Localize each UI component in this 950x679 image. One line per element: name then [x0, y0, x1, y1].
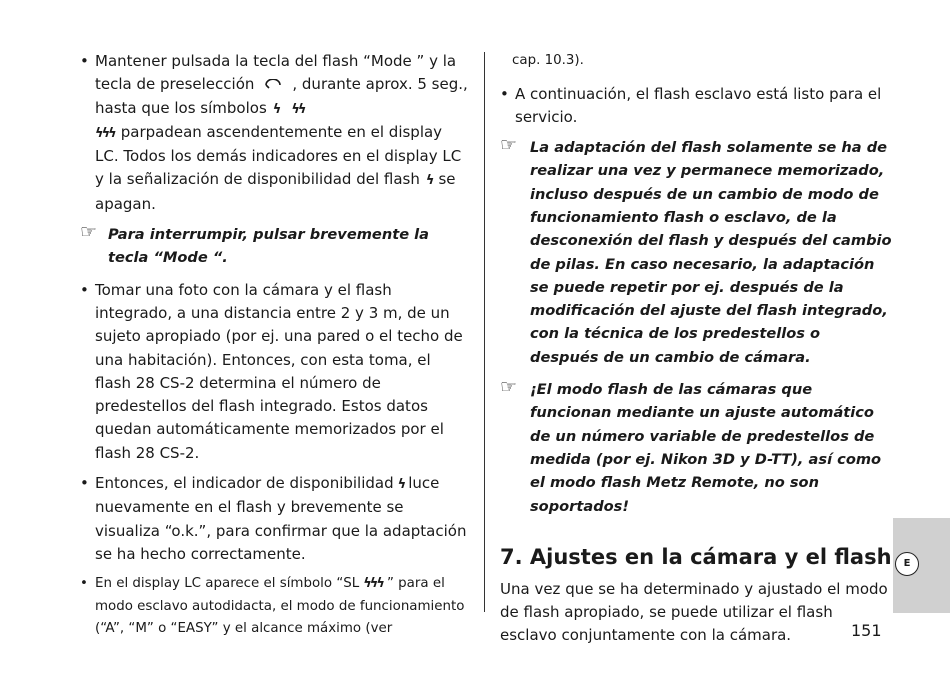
language-badge: E — [895, 552, 919, 576]
note-interrupt: ☞ Para interrumpir, pulsar brevemente la tecla “Mode “. — [80, 221, 430, 267]
note-unsupported: ☞ ¡El modo flash de las cámaras que funcionan mediante un ajuste automático de un número variable de predestellos de medida (por ej. Nikon 3D y D-TT), así como el modo flash Metz Remote, no son soportados! — [500, 376, 882, 515]
section-heading: 7. Ajustes en la cámara y el flash — [500, 544, 892, 569]
preset-key-icon — [264, 79, 282, 91]
section-paragraph: Una vez que se ha determinado y ajustado el modo de flash apropiado, se puede utilizar el flash esclavo conjuntamente con la cámara. — [500, 579, 888, 645]
bullet-mode-key: • Mantener pulsada la tecla del flash “Mode ” y la tecla de preselección , durante aprox. 5 seg., hasta que los símbolos ϟ ϟϟ ϟϟϟ parpadean ascendentemente en el display LC. Todos los demás indicadores en el display LC y la señalización de disponibilidad del flash ϟ se apagan. — [80, 50, 468, 216]
pointing-hand-icon: ☞ — [500, 376, 518, 399]
left-column — [80, 50, 468, 648]
flash-single-icon: ϟ — [272, 101, 280, 117]
bullet-slave-ready: • A continuación, el flash esclavo está listo para el servicio. — [500, 83, 892, 130]
flash-triple-icon: ϟϟϟ — [363, 576, 383, 592]
flash-triple-icon: ϟϟϟ — [95, 125, 115, 141]
flash-ready-icon: ϟ — [397, 477, 405, 493]
note-adaptation: ☞ La adaptación del flash solamente se ha de realizar una vez y permanece memorizado, incluso después de un cambio de modo de funcionamiento flash o esclavo, de la desconexión del flash y después del cambio de pilas. En caso necesario, la adaptación se puede repetir por ej. después de la modificación del ajuste del flash integrado, con la técnica de los predestellos o después de un cambio de cámara. — [500, 134, 892, 366]
pointing-hand-icon: ☞ — [500, 134, 518, 157]
flash-ready-icon: ϟ — [425, 173, 433, 189]
bullet-ready-indicator: • Entonces, el indicador de disponibilidad ϟ luce nuevamente en el flash y brevemente se visualiza “o.k.”, para confirmar que la adaptación se ha hecho correctamente. — [80, 472, 468, 566]
bullet-take-photo: • Tomar una foto con la cámara y el flash integrado, a una distancia entre 2 y 3 m, de un sujeto apropiado (por ej. una pared o el techo de una habitación). Entonces, con esta toma, el flash 28 CS-2 determina el número de predestellos del flash integrado. Estos datos quedan automáticamente memorizados por el flash 28 CS-2. — [80, 279, 468, 465]
continuation-text: cap. 10.3). — [512, 53, 584, 68]
column-divider — [484, 52, 485, 612]
right-column — [500, 50, 892, 648]
language-tab — [893, 518, 950, 613]
flash-double-icon: ϟϟ — [291, 101, 305, 117]
page-number: 151 — [851, 621, 882, 640]
bullet-display-symbol: • En el display LC aparece el símbolo “SL ϟϟϟ ” para el modo esclavo autodidacta, el modo de funcionamiento (“A”, “M” o “EASY” y el alcance máximo (ver — [80, 573, 468, 641]
pointing-hand-icon: ☞ — [80, 221, 98, 244]
